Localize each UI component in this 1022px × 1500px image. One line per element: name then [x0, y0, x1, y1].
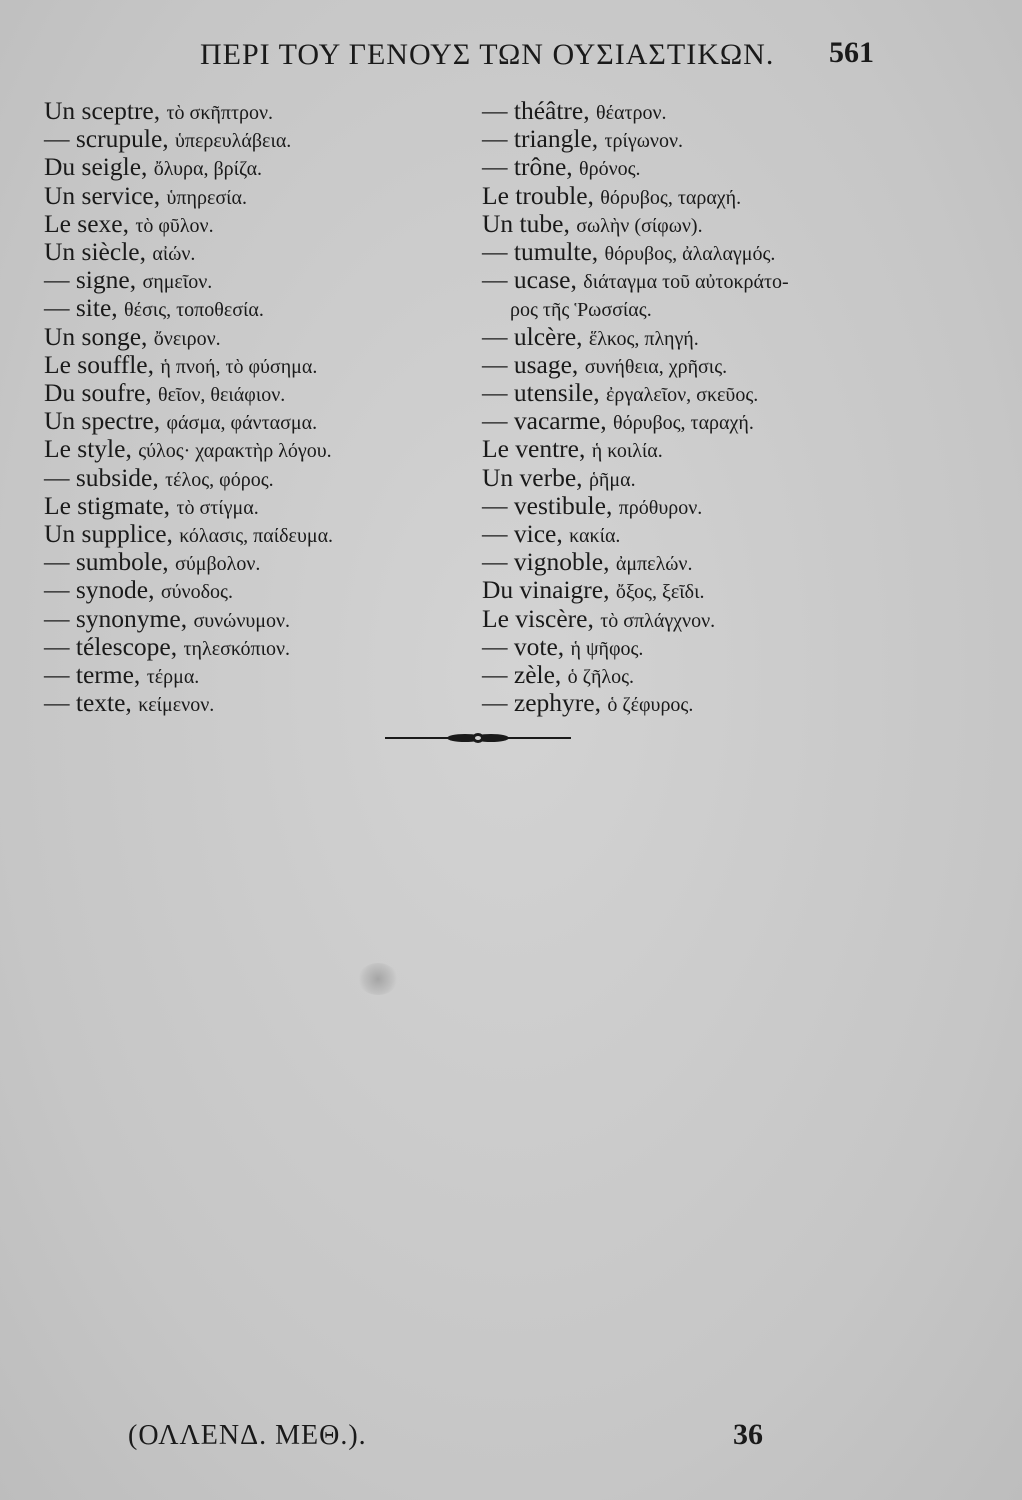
- entry-greek-translation: φάσμα, φάντασμα.: [166, 412, 318, 435]
- entry-french-word: tumulte,: [513, 237, 599, 267]
- entry-article: —: [44, 462, 70, 492]
- entry-french-word: service,: [81, 180, 161, 210]
- dictionary-entry: [44, 462, 464, 493]
- sheet-number: 36: [733, 1418, 763, 1451]
- entry-article: —: [44, 293, 70, 323]
- dictionary-entry: [482, 295, 952, 323]
- entry-greek-translation: τὸ φῦλον.: [135, 214, 214, 237]
- entry-french-word: théâtre,: [513, 96, 590, 125]
- entry-greek-translation: θέσις, τοποθεσία.: [124, 299, 264, 322]
- entry-greek-translation: ρος τῆς Ῥωσσίας.: [510, 299, 652, 322]
- entry-article: —: [44, 265, 70, 295]
- entry-greek-translation: θεῖον, θειάφιον.: [158, 384, 286, 407]
- entry-article: Un: [44, 321, 76, 351]
- entry-greek-translation: τὸ στίγμα.: [176, 496, 259, 519]
- entry-french-word: vice,: [513, 519, 563, 549]
- dictionary-entry: [482, 577, 952, 605]
- entry-article: Le: [44, 208, 71, 238]
- dictionary-entry: [482, 239, 952, 267]
- entry-french-word: terme,: [75, 660, 141, 690]
- dictionary-entry: [44, 349, 464, 380]
- entry-french-word: utensile,: [513, 378, 600, 408]
- entry-article: Le: [482, 434, 509, 464]
- entry-french-word: seigle,: [81, 152, 148, 182]
- entry-greek-translation: αἰών.: [152, 243, 196, 266]
- right-column: [482, 98, 952, 718]
- entry-french-word: synonyme,: [75, 603, 188, 633]
- entry-article: Un: [44, 519, 76, 549]
- entry-greek-translation: θόρυβος, ἀλαλαγμός.: [604, 243, 776, 266]
- entry-article: —: [482, 688, 508, 718]
- entry-french-word: subside,: [75, 462, 159, 492]
- entry-french-word: scrupule,: [75, 124, 169, 154]
- dictionary-entry: [482, 126, 952, 154]
- entry-french-word: sexe,: [77, 208, 129, 238]
- entry-french-word: songe,: [81, 321, 148, 351]
- entry-french-word: zèle,: [513, 660, 562, 690]
- entry-french-word: vinaigre,: [519, 575, 610, 605]
- entry-french-word: vignoble,: [513, 547, 610, 577]
- dictionary-entry: [44, 490, 464, 521]
- dictionary-entry: [44, 180, 464, 211]
- entry-greek-translation: ὑπηρεσία.: [166, 186, 247, 209]
- dictionary-entry: [482, 662, 952, 690]
- entry-greek-translation: θόρυβος, ταραχή.: [612, 412, 754, 435]
- entry-greek-translation: ὑπερευλάβεια.: [175, 130, 292, 153]
- entry-greek-translation: πρόθυρον.: [618, 496, 703, 519]
- dictionary-entry: [482, 408, 952, 436]
- dictionary-entry: [44, 662, 464, 690]
- entry-article: —: [482, 96, 508, 125]
- entry-greek-translation: ἐργαλεῖον, σκεῦος.: [605, 384, 759, 407]
- dictionary-entry: [482, 521, 952, 549]
- entry-greek-translation: κακία.: [569, 525, 621, 548]
- entry-greek-translation: ὄξος, ξεῖδι.: [615, 581, 705, 604]
- entry-article: —: [482, 660, 508, 690]
- entry-french-word: spectre,: [81, 406, 161, 436]
- entry-french-word: ucase,: [513, 265, 577, 295]
- entry-greek-translation: τὸ σκῆπτρον.: [166, 102, 274, 124]
- dictionary-entry: [44, 549, 464, 577]
- page-header: [0, 38, 1022, 78]
- entry-article: —: [44, 575, 70, 605]
- entry-french-word: siècle,: [81, 237, 146, 267]
- entry-greek-translation: σύμβολον.: [175, 553, 261, 576]
- dictionary-entry: [44, 239, 464, 267]
- entry-article: Le: [44, 434, 71, 464]
- entry-article: —: [44, 124, 70, 154]
- entry-greek-translation: σύνοδος.: [160, 581, 233, 604]
- entry-french-word: zephyre,: [513, 688, 601, 718]
- entry-french-word: tube,: [519, 208, 570, 238]
- entry-article: —: [482, 406, 508, 436]
- dictionary-entry: [482, 490, 952, 521]
- entry-greek-translation: θόρυβος, ταραχή.: [600, 186, 742, 209]
- entry-french-word: vestibule,: [513, 490, 613, 520]
- entry-article: —: [44, 603, 70, 633]
- entry-article: Un: [44, 96, 76, 125]
- entry-article: —: [482, 490, 508, 520]
- entry-french-word: vacarme,: [513, 406, 607, 436]
- entry-article: —: [482, 124, 508, 154]
- entry-greek-translation: συνώνυμον.: [193, 609, 291, 632]
- dictionary-entry: [482, 380, 952, 408]
- entry-french-word: site,: [75, 293, 118, 323]
- entry-article: —: [482, 265, 508, 295]
- entry-greek-translation: σημεῖον.: [142, 271, 213, 294]
- ornament-divider: [385, 726, 571, 750]
- dictionary-entry: [482, 462, 952, 493]
- entry-article: Du: [44, 152, 76, 182]
- entry-greek-translation: ὄλυρα, βρίζα.: [153, 158, 263, 181]
- entry-article: —: [44, 660, 70, 690]
- entry-french-word: synode,: [75, 575, 155, 605]
- dictionary-entry: [482, 436, 952, 464]
- entry-greek-translation: τὸ σπλάγχνον.: [600, 609, 716, 632]
- entry-french-word: triangle,: [513, 124, 599, 154]
- dictionary-entry: [44, 631, 464, 662]
- entry-article: Un: [44, 180, 76, 210]
- entry-french-word: soufre,: [81, 378, 152, 408]
- entry-greek-translation: ὄνειρον.: [153, 327, 221, 350]
- dictionary-entry: [482, 549, 952, 577]
- entry-article: —: [482, 349, 508, 379]
- entry-greek-translation: κόλασις, παίδευμα.: [179, 525, 334, 548]
- entry-article: Un: [482, 462, 514, 492]
- entry-article: —: [482, 237, 508, 267]
- entry-greek-translation: κείμενον.: [138, 694, 215, 717]
- entry-greek-translation: σωλὴν (σίφων).: [576, 214, 703, 237]
- entry-article: Du: [482, 575, 514, 605]
- entry-greek-translation: συνήθεια, χρῆσις.: [584, 355, 728, 378]
- dictionary-entry: [482, 603, 952, 634]
- entry-article: Un: [482, 208, 514, 238]
- dictionary-entry: [44, 380, 464, 408]
- entry-article: —: [482, 631, 508, 661]
- dictionary-entry: [482, 208, 952, 239]
- dictionary-entry: [482, 349, 952, 380]
- entry-article: Un: [44, 237, 76, 267]
- dictionary-entry: [482, 631, 952, 662]
- dictionary-entry: [44, 98, 464, 126]
- dictionary-entry: [44, 154, 464, 182]
- entry-greek-translation: διάταγμα τοῦ αὐτοκράτο-: [583, 271, 789, 294]
- page-number: 561: [829, 36, 874, 69]
- entry-greek-translation: ῥῆμα.: [588, 468, 636, 491]
- entry-french-word: usage,: [513, 349, 579, 379]
- entry-french-word: télescope,: [75, 631, 178, 661]
- dictionary-entry: [44, 267, 464, 295]
- entry-french-word: sumbole,: [75, 547, 169, 577]
- entry-french-word: style,: [77, 434, 132, 464]
- entry-article: Du: [44, 378, 76, 408]
- entry-french-word: verbe,: [519, 462, 583, 492]
- entry-article: —: [482, 519, 508, 549]
- entry-greek-translation: τέλος, φόρος.: [165, 468, 274, 491]
- dictionary-entry: [44, 295, 464, 323]
- left-column: [44, 98, 464, 718]
- entry-greek-translation: ὁ ζῆλος.: [567, 666, 635, 689]
- entry-greek-translation: ἡ ψῆφος.: [570, 637, 644, 660]
- entry-greek-translation: ἀμπελών.: [615, 553, 693, 576]
- paper-stain: [358, 963, 398, 995]
- entry-french-word: souffle,: [77, 349, 155, 379]
- entry-french-word: ulcère,: [513, 321, 583, 351]
- entry-article: —: [482, 378, 508, 408]
- dictionary-entry: [44, 126, 464, 154]
- dictionary-entry: [482, 267, 952, 295]
- entry-greek-translation: ὁ ζέφυρος.: [607, 694, 694, 717]
- entry-greek-translation: ἡ κοιλία.: [591, 440, 663, 463]
- dictionary-entry: [44, 321, 464, 352]
- dictionary-entry: [44, 603, 464, 634]
- entry-french-word: viscère,: [515, 603, 594, 633]
- entry-french-word: vote,: [513, 631, 565, 661]
- entry-article: Un: [44, 406, 76, 436]
- entry-french-word: texte,: [75, 688, 132, 718]
- entry-article: Le: [44, 349, 71, 379]
- dictionary-entry: [482, 321, 952, 352]
- entry-article: Le: [482, 180, 509, 210]
- entry-article: Le: [44, 490, 71, 520]
- entry-greek-translation: ἕλκος, πληγή.: [588, 327, 699, 350]
- entry-article: —: [44, 547, 70, 577]
- entry-french-word: ventre,: [515, 434, 586, 464]
- entry-greek-translation: ςύλος· χαρακτὴρ λόγου.: [138, 440, 332, 463]
- dictionary-entry: [482, 690, 952, 718]
- page-footer: [0, 1420, 1022, 1460]
- dictionary-entry: [44, 208, 464, 239]
- dictionary-entry: [482, 180, 952, 211]
- dictionary-entry: [482, 154, 952, 182]
- entry-french-word: signe,: [75, 265, 137, 295]
- dictionary-entry: [44, 690, 464, 718]
- entry-article: —: [482, 321, 508, 351]
- entry-french-word: stigmate,: [77, 490, 171, 520]
- entry-article: Le: [482, 603, 509, 633]
- entry-greek-translation: ἡ πνοή, τὸ φύσημα.: [160, 355, 318, 378]
- entry-greek-translation: θέατρον.: [596, 102, 667, 124]
- entry-greek-translation: τρίγωνον.: [604, 130, 684, 153]
- dictionary-entry: [44, 408, 464, 436]
- footer-signature: (ΟΛΛΕΝΔ. ΜΕΘ.).: [128, 1420, 367, 1451]
- entry-article: —: [44, 631, 70, 661]
- running-title: ΠΕΡΙ ΤΟΥ ΓΕΝΟΥΣ ΤΩΝ ΟΥΣΙΑΣΤΙΚΩΝ.: [200, 38, 775, 71]
- entry-greek-translation: θρόνος.: [579, 158, 641, 181]
- dictionary-entry: [44, 436, 464, 464]
- entry-french-word: supplice,: [81, 519, 173, 549]
- dictionary-entry: [482, 98, 952, 126]
- entry-article: —: [44, 688, 70, 718]
- entry-greek-translation: τέρμα.: [146, 666, 200, 689]
- entry-article: —: [482, 547, 508, 577]
- dictionary-entry: [44, 521, 464, 549]
- entry-french-word: trône,: [513, 152, 573, 182]
- entry-french-word: sceptre,: [81, 96, 161, 125]
- entry-french-word: trouble,: [515, 180, 594, 210]
- dictionary-entry: [44, 577, 464, 605]
- entry-article: —: [482, 152, 508, 182]
- entry-greek-translation: τηλεσκόπιον.: [183, 637, 291, 660]
